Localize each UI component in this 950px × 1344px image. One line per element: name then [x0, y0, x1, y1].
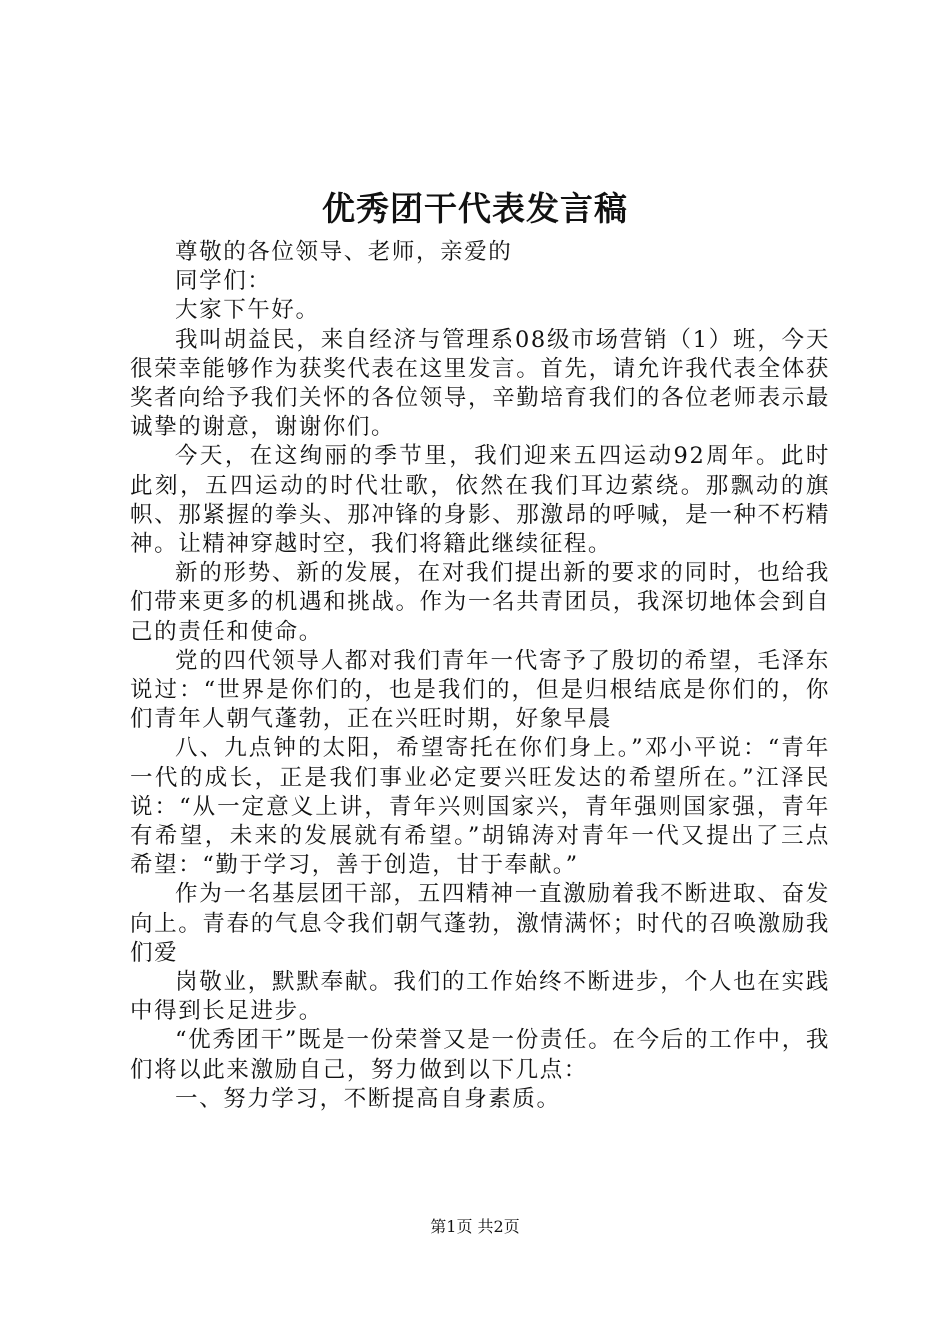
paragraph: 岗敬业，默默奉献。我们的工作始终不断进步，个人也在实践中得到长足进步。: [130, 969, 830, 1025]
paragraph: 新的形势、新的发展，在对我们提出新的要求的同时，也给我们带来更多的机遇和挑战。作为一名共青团员，我深切地体会到自己的责任和使命。: [130, 560, 830, 645]
paragraph: 八、九点钟的太阳，希望寄托在你们身上。”邓小平说：“青年一代的成长，正是我们事业必定要兴旺发达的希望所在。”江泽民说：“从一定意义上讲，青年兴则国家兴，青年强则国家强，青年有希望，未来的发展就有希望。”胡锦涛对青年一代又提出了三点希望：“勤于学习，善于创造，甘于奉献。”: [130, 735, 830, 879]
paragraph: “优秀团干”既是一份荣誉又是一份责任。在今后的工作中，我们将以此来激励自己，努力做到以下几点：: [130, 1027, 830, 1083]
paragraph: 我叫胡益民，来自经济与管理系08级市场营销（1）班，今天很荣幸能够作为获奖代表在这里发言。首先，请允许我代表全体获奖者向给予我们关怀的各位领导，辛勤培育我们的各位老师表示最诚挚的谢意，谢谢你们。: [130, 326, 830, 441]
paragraph: 大家下午好。: [175, 297, 320, 324]
paragraph: 党的四代领导人都对我们青年一代寄予了殷切的希望，毛泽东说过：“世界是你们的，也是我们的，但是归根结底是你们的，你们青年人朝气蓬勃，正在兴旺时期，好象早晨: [130, 647, 830, 733]
document-title: 优秀团干代表发言稿: [322, 189, 628, 228]
page-number-footer: 第1页 共2页: [430, 1217, 520, 1236]
paragraph: 一、努力学习，不断提高自身素质。: [175, 1085, 561, 1112]
document-body: [130, 238, 830, 1114]
paragraph: 尊敬的各位领导、老师，亲爱的: [175, 239, 513, 265]
paragraph: 作为一名基层团干部，五四精神一直激励着我不断进取、奋发向上。青春的气息令我们朝气蓬勃，激情满怀；时代的召唤激励我们爱: [130, 881, 830, 966]
paragraph: 今天，在这绚丽的季节里，我们迎来五四运动92周年。此时此刻，五四运动的时代壮歌，依然在我们耳边萦绕。那飘动的旗帜、那紧握的拳头、那冲锋的身影、那激昂的呼喊，是一种不朽精神。让精神穿越时空，我们将籍此继续征程。: [130, 443, 830, 558]
paragraph: 同学们：: [175, 268, 272, 295]
